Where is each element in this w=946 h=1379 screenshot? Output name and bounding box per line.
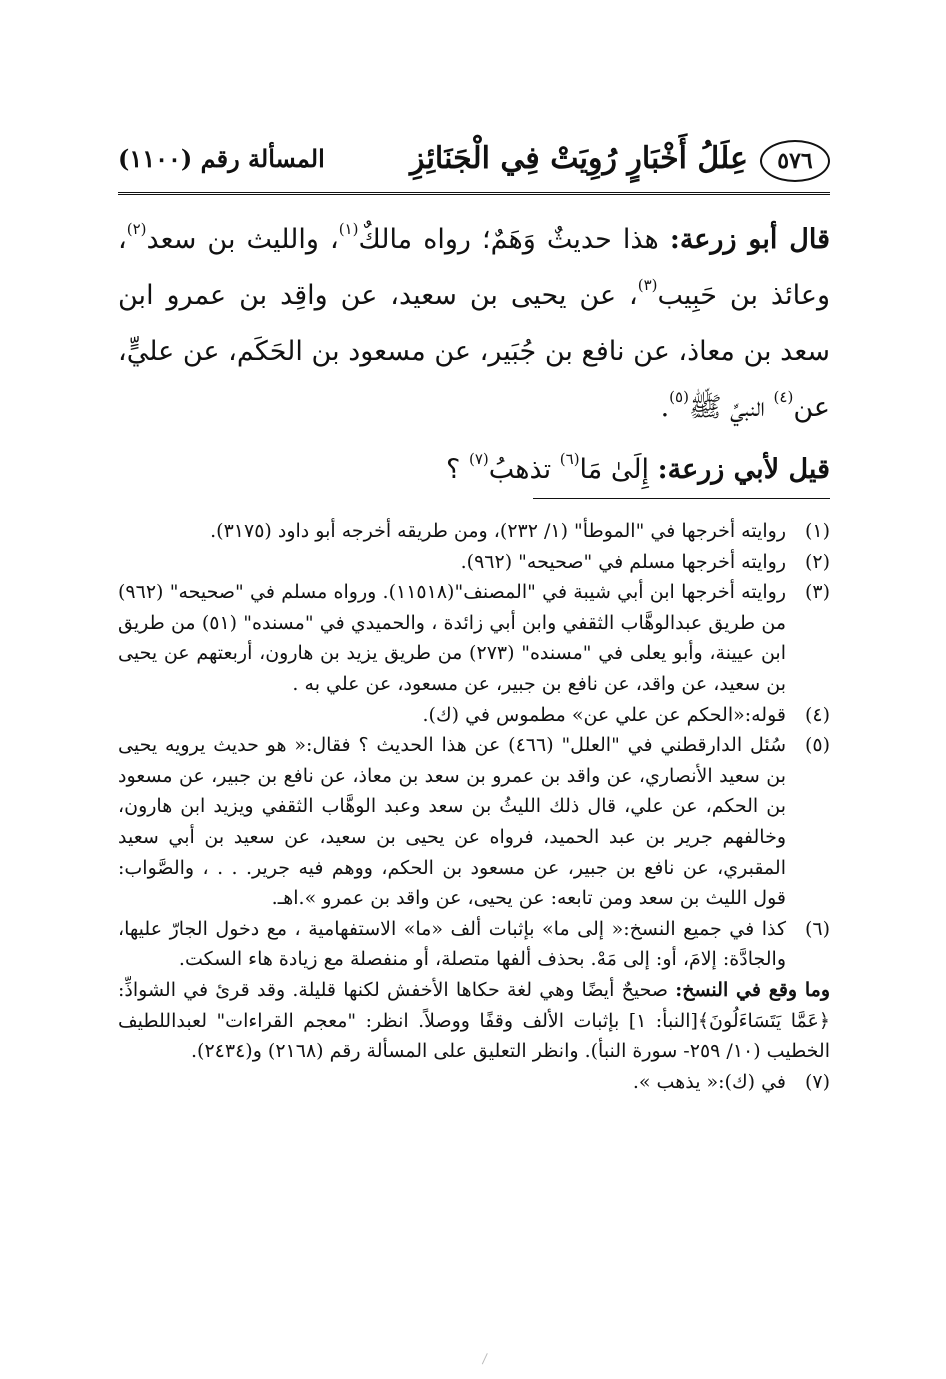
footnote-ref-7: (٧) <box>468 450 489 468</box>
question-line: قيل لأبي زرعة: إِلَىٰ مَا$^{(٦)}$ تذهبُ$^{(٧)}$ ؟ <box>446 450 830 485</box>
footnote-ref-1: (١) <box>338 220 359 238</box>
abu-zurah-statement: قال أبو زرعة: هذا حديثٌ وَهَمٌ؛ رواه مالكٌ$^{(١)}$، والليث بن سعد$^{(٢)}$، وعائذ بن حَبِيب$^{(٣)}$، عن يحيى بن سعيد، عن واقِد بن عمرو ابن سعد بن معاذ، عن نافع بن جُبَير، عن مسعود بن الحَكَم، عن عليٍّ، عن$^{(٤)}$ النبيِّ ﷺ$^{(٥)}$. <box>118 220 830 423</box>
footnote-5: (٥) سُئل الدارقطني في "العلل" (٤٦٦) عن هذا الحديث ؟ فقال:« هو حديث يرويه يحيى بن سعيد الأنصاري، عن واقد بن عمرو بن سعد بن معاذ، عن نافع بن جبير، عن مسعود بن الحكم، عن علي، قال ذلك الليثُ بن سعد وعبد الوهَّاب الثقفي ويزيد ابن هارون، وخالفهم جرير بن عبد الحميد، فرواه عن يحيى بن سعيد، عن سعيد بن أبي سعيد المقبري، عن نافع بن جبير، عن مسعود بن الحكم، ووهم فيه جرير. . . ، والصَّواب: قول الليث بن سعد ومن تابعه: عن يحيى، عن واقد بن عمرو ».اهـ. <box>118 734 830 910</box>
footnote-ref-3: (٣) <box>637 276 658 294</box>
footnote-divider <box>533 498 830 499</box>
footnote-ref-6: (٦) <box>559 450 580 468</box>
scan-mark <box>482 1353 493 1367</box>
footnote-6: (٦) كذا في جميع النسخ:« إلى ما» بإثبات ألف «ما» الاستفهامية ، مع دخول الجارّ عليها، والجادَّة: إلامَ، أو: إلى مَهْ. بحذف ألفها متصلة، أو منفصلة مع زيادة هاء السكت. <box>118 917 830 971</box>
page-number: ٥٧٦ <box>760 140 830 182</box>
page-header <box>118 138 830 188</box>
footnote-ref-4: (٤) <box>773 388 794 406</box>
footnote-3: (٣) روايته أخرجها ابن أبي شيبة في "المصنف"(١١٥١٨). ورواه مسلم في "صحيحه" (٩٦٢) من طريق عبدالوهَّاب الثقفي وابن أبي زائدة ، والحميدي في "مسنده" (٥١) من طريق ابن عيينة، وأبو يعلى في "مسنده" (٢٧٣) من طريق يزيد بن هارون، أربعتهم عن يحيى بن سعيد، عن واقد، عن نافع بن جبير، عن مسعود، عن علي به . <box>118 581 830 695</box>
header-divider <box>118 192 830 195</box>
main-text <box>118 212 830 498</box>
question-label: قيل لأبي زرعة: <box>657 454 830 485</box>
running-book-title: عِلَلُ أَخْبَارٍ رُوِيَتْ فِي الْجَنَائِزِ <box>410 141 748 176</box>
footnote-1: (١) روايته أخرجها في "الموطأ" (١/ ٢٣٢)، ومن طريقه أخرجه أبو داود (٣١٧٥). <box>210 520 830 542</box>
footnote-ref-2: (٢) <box>126 220 147 238</box>
issue-number: المسألة رقم (١١٠٠) <box>118 144 325 173</box>
footnote-2: (٢) روايته أخرجها مسلم في "صحيحه" (٩٦٢). <box>460 550 830 573</box>
speaker-label: قال أبو زرعة: <box>669 224 830 255</box>
footnotes <box>118 516 830 1097</box>
footnote-6-continuation: وما وقع في النسخ: صحيحٌ أيضًا وهي لغة حكاها الأخفش لكنها قليلة. وقد قرئ في الشواذِّ: ﴿عَمَّا يَتَسَاءَلُونَ﴾[النبأ: ١] بإثبات الألف وقفًا ووصلاً. انظر: "معجم القراءات" لعبداللطيف الخطيب (١٠/ ٢٥٩- سورة النبأ). وانظر التعليق على المسألة رقم (٢١٦٨) و(٢٤٣٤). <box>118 978 830 1063</box>
footnote-7: (٧) في (ك):« يذهب ». <box>632 1070 830 1093</box>
footnote-ref-5: (٥) <box>669 388 689 406</box>
footnote-4: (٤) قوله:«الحكم عن علي عن» مطموس في (ك). <box>422 703 830 726</box>
